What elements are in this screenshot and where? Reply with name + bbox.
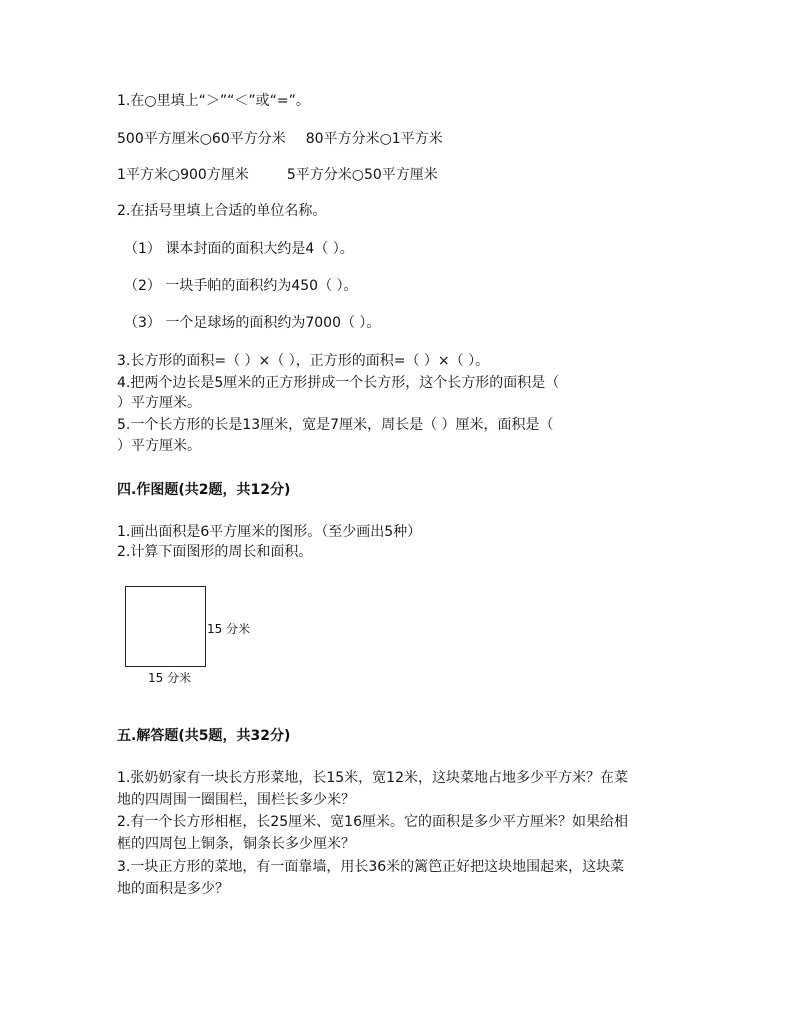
question-4-line-1: 4.把两个边长是5厘米的正方形拼成一个长方形，这个长方形的面积是（ [117, 375, 560, 391]
section-5-q3-line-2: 地的面积是多少？ [117, 881, 229, 897]
section-4-question-2: 2.计算下面图形的周长和面积。 [117, 544, 313, 560]
section-4-heading: 四.作图题(共2题，共12分) [117, 482, 291, 498]
compare-item: 80平方分米○1平方米 [305, 131, 443, 147]
square-side-label: 15 分米 [207, 622, 251, 636]
units-item-3: （3） 一个足球场的面积约为7000（ ）。 [124, 315, 381, 331]
compare-question-title: 1.在○里填上“＞”“＜”或“=”。 [117, 93, 310, 109]
units-question-title: 2.在括号里填上合适的单位名称。 [117, 203, 327, 219]
compare-item: 500平方厘米○60平方分米 [117, 131, 286, 147]
section-4-question-1: 1.画出面积是6平方厘米的图形。（至少画出5种） [117, 524, 422, 540]
question-4-line-2: ）平方厘米。 [117, 395, 201, 411]
section-5-q1-line-1: 1.张奶奶家有一块长方形菜地，长15米，宽12米，这块菜地占地多少平方米？在菜 [117, 770, 628, 786]
question-3: 3.长方形的面积=（ ）×（ ），正方形的面积=（ ）×（ ）。 [117, 353, 490, 369]
units-item-2: （2） 一块手帕的面积约为450（ ）。 [124, 278, 358, 294]
compare-row-2 [117, 165, 438, 185]
section-5-q1-line-2: 地的四周围一圈围栏，围栏长多少米？ [117, 792, 355, 808]
section-5-q2-line-1: 2.有一个长方形相框，长25厘米、宽16厘米。它的面积是多少平方厘米？如果给相 [117, 814, 628, 830]
section-5-q2-line-2: 框的四周包上铜条，铜条长多少厘米？ [117, 836, 355, 852]
question-5-line-2: ）平方厘米。 [117, 438, 201, 454]
compare-row-1 [117, 129, 443, 149]
section-5-heading: 五.解答题(共5题，共32分) [117, 728, 291, 744]
compare-item: 5平方分米○50平方厘米 [286, 167, 438, 183]
section-5-q3-line-1: 3.一块正方形的菜地，有一面靠墙，用长36米的篱笆正好把这块地围起来，这块菜 [117, 859, 625, 875]
compare-item: 1平方米○900方厘米 [117, 167, 249, 183]
units-item-1: （1） 课本封面的面积大约是4（ ）。 [124, 241, 354, 257]
square-bottom-label: 15 分米 [148, 671, 192, 685]
square-figure [125, 586, 206, 667]
question-5-line-1: 5.一个长方形的长是13厘米，宽是7厘米，周长是（ ）厘米，面积是（ [117, 417, 554, 433]
